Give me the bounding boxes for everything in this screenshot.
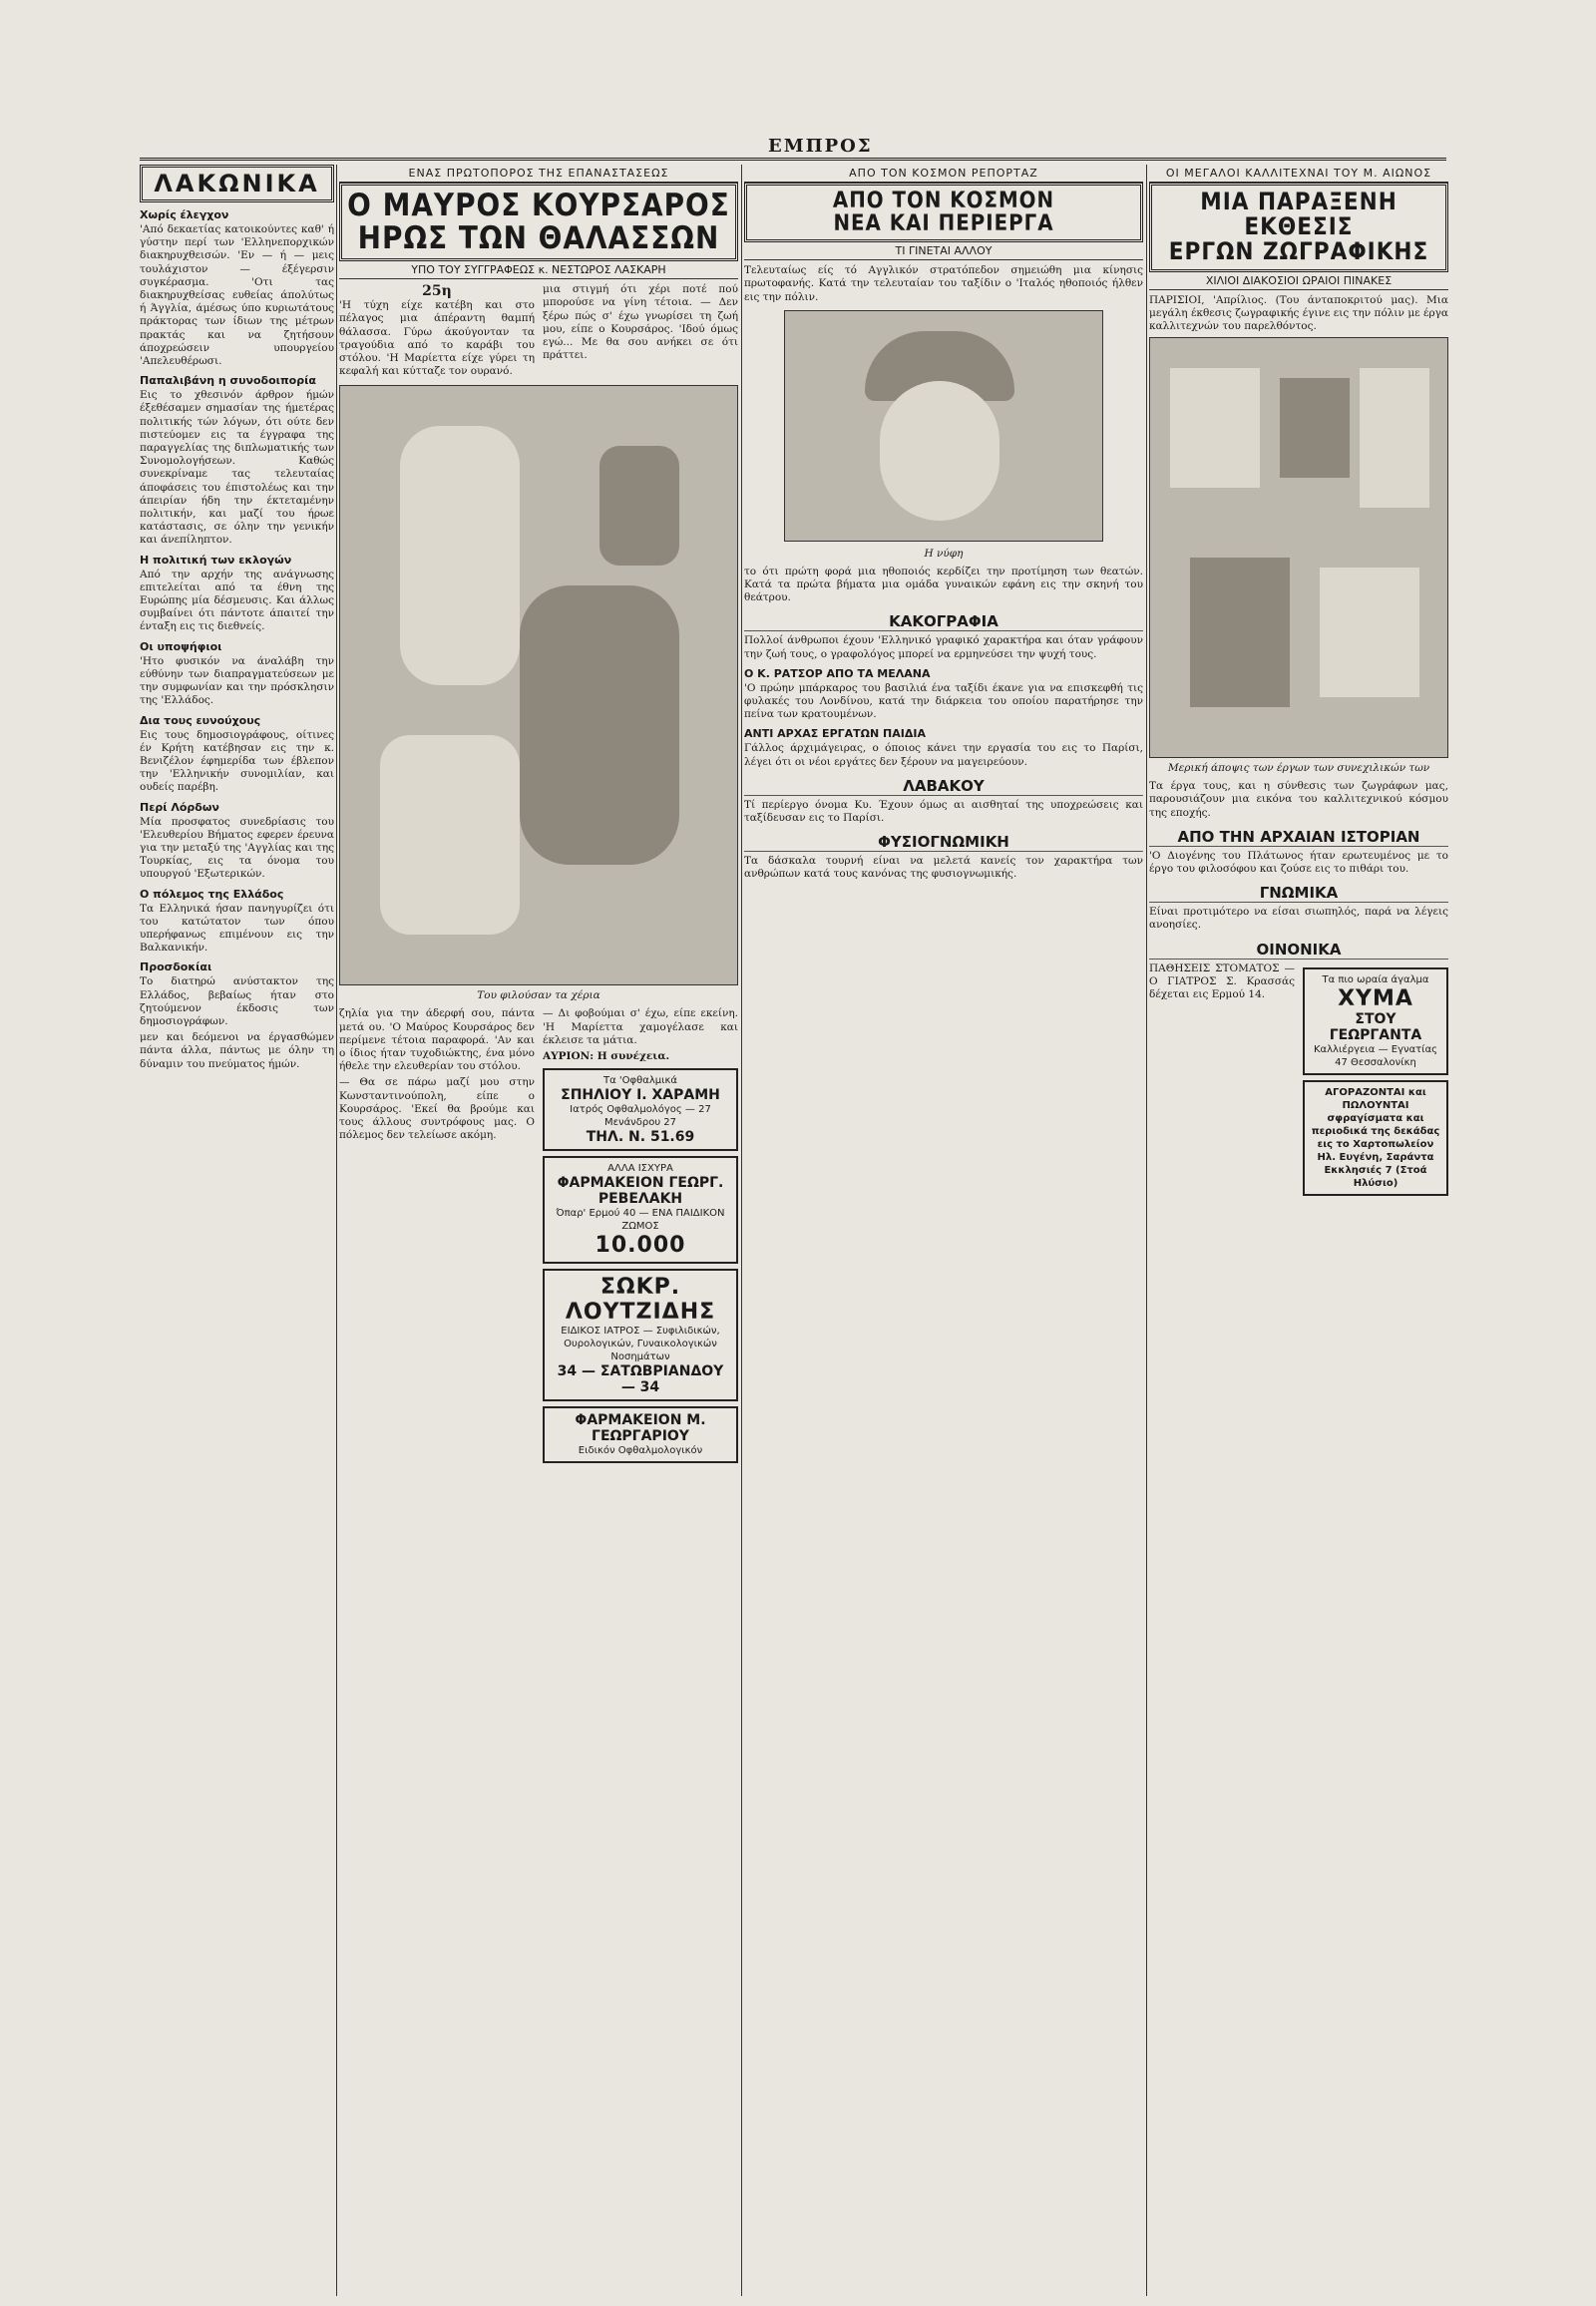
ad-loutzidis bbox=[543, 1269, 738, 1401]
illustration-caption: Του φιλούσαν τα χέρια bbox=[477, 989, 600, 1002]
paragraph: το ότι πρώτη φορά μια ηθοποιός κερδίζει την προτίμηση των θεατών. Κατά τα πρώτα βήματα μια ομάδα γυναικών εφάνη εις την σκηνή του θεάτρου. bbox=[744, 565, 1143, 604]
heading-oinonika: ΟΙΝΟΝΙΚΑ bbox=[1149, 941, 1448, 960]
heading: Ο Κ. ΡΑΤΣΟΡ ΑΠΟ ΤΑ ΜΕΛΑΝΑ bbox=[744, 666, 931, 680]
item-title: Δια τους ευνούχους bbox=[140, 713, 261, 727]
exhibition-caption: Μερική άποψις των έργων των συνεχιλικών των bbox=[1167, 762, 1430, 775]
headline-line: ΗΡΩΣ ΤΩΝ ΘΑΛΑΣΣΩΝ bbox=[357, 219, 720, 256]
episode-number: 25η bbox=[422, 283, 452, 300]
item-text: Τα Ελληνικά ήσαν πανηγυρίζει ότι του κατώτατον των όπου υπερήφανως επιμένουν εις την Βαλκανικήν. bbox=[140, 902, 334, 955]
paragraph: ΠΑΡΙΣΙΟΙ, 'Απρίλιος. (Του άνταποκριτού μας). Μια μεγάλη έκθεσις ζωγραφικής έγινε εις την πόλιν με έργα καλλιτεχνών του παρελθόντος. bbox=[1149, 293, 1448, 332]
article-headline bbox=[744, 183, 1143, 242]
heading-archaia: ΑΠΟ ΤΗΝ ΑΡΧΑΙΑΝ ΙΣΤΟΡΙΑΝ bbox=[1149, 828, 1448, 847]
column-rule bbox=[741, 165, 742, 2296]
article-subhead: ΧΙΛΙΟΙ ΔΙΑΚΟΣΙΟΙ ΩΡΑΙΟΙ ΠΙΝΑΚΕΣ bbox=[1149, 272, 1448, 290]
ad-info: Καλλιέργεια — Εγνατίας 47 Θεσσαλονίκη bbox=[1313, 1043, 1438, 1068]
item-text: Από την αρχήν της ανάγνωσης επιτελείται από τα έθνη της Ευρώπης μία δέσμευσις. Και άλλως συμβαίνει ότι πάντοτε άπαιτεί την ένταξη εις τις διεθνείς. bbox=[140, 568, 334, 633]
item-text: Το διατηρώ ανύστακτον της Ελλάδος, βεβαίως ήταν στο ζητούμενον έκδοσις των δημοσιογράφων. bbox=[140, 975, 334, 1027]
paragraph: — Θα σε πάρω μαζί μου στην Κωνσταντινούπολη, είπε ο Κουρσάρος. 'Εκεί θα βρούμε και τους άλλους συντρόφους μας. Ο πόλεμος δεν τελείωσε ακόμη. bbox=[339, 1076, 535, 1142]
item-title: Ο πόλεμος της Ελλάδος bbox=[140, 887, 284, 901]
item-title: Χωρίς έλεγχον bbox=[140, 208, 229, 221]
column-rule bbox=[1146, 165, 1147, 2296]
paragraph: Τελευταίως είς τό Αγγλικόν στρατόπεδον σημειώθη μια κίνησις πρωτοφανής. Κατά την τελευταίαν του ταξίδιν ο 'Ιταλός ηθοποιός ήλθεν εις την πόλιν. bbox=[744, 264, 1143, 303]
paragraph: 'Η τύχη είχε κατέβη και στο πέλαγος μια άπέραντη θαμπή θάλασσα. Γύρω άκούγονταν τα τραγούδια από το καράβι του στόλου. 'Η Μαρίεττα είχε γύρει τη κεφαλή και κύτταζε τον ουρανό. bbox=[339, 299, 535, 378]
headline-line: ΑΠΟ ΤΟΝ ΚΟΣΜΟΝ bbox=[832, 189, 1055, 213]
column-ekthesis bbox=[1149, 165, 1448, 2296]
item-text: Εις τους δημοσιογράφους, οίτινες έν Κρήτη κατέβησαν εις την κ. Βενιζέλον έφημερίδα των έβλεπον την 'Ελληνικήν συνομιλίαν, και ουδείς παρέβη. bbox=[140, 728, 334, 794]
item-title: Παπαλιβάνη η συνοδοιπορία bbox=[140, 374, 316, 388]
ad-info: Ιατρός Οφθαλμολόγος — 27 Μενάνδρου 27 bbox=[570, 1104, 711, 1129]
item-title: Η πολιτική των εκλογών bbox=[140, 553, 292, 567]
column-kosmos bbox=[744, 165, 1143, 2296]
exhibition-photo bbox=[1149, 337, 1448, 758]
headline-line: ΕΡΓΩΝ ΖΩΓΡΑΦΙΚΗΣ bbox=[1168, 237, 1429, 266]
paragraph: Τα δάσκαλα τουρνή είναι να μελετά κανείς τον χαρακτήρα των ανθρώπων κατά τους κανόνας της φυσιογνωμικής. bbox=[744, 855, 1143, 881]
heading-kakographia: ΚΑΚΟΓΡΑΦΙΑ bbox=[744, 612, 1143, 631]
article-byline: ΥΠΟ ΤΟΥ ΣΥΓΓΡΑΦΕΩΣ κ. ΝΕΣΤΩΡΟΣ ΛΑΣΚΑΡΗ bbox=[339, 261, 738, 279]
item-text: Εις το χθεσινόν άρθρον ήμών έξεθέσαμεν σημασίαν της ήμετέρας πολιτικής τών λόγων, ότι ούτε δεν πιστεύομεν εις τα έγγραφα της παραγγελίας της διπλωματικής των Συνομολογήσεων. Καθώς συνεκρίναμε τας τελευταίας άποφάσεις του έπιστολέως και την άπειρίαν ήδη την έκτεταμένην πολιτικήν, και μαζί του ήρωε κατάστασις, σε όλην την γενικήν και άνεπίληπτον. bbox=[140, 389, 334, 547]
article-headline bbox=[339, 183, 738, 261]
lakonika-items bbox=[140, 208, 334, 1071]
ad-number: 10.000 bbox=[595, 1233, 686, 1259]
ad-revelaki bbox=[543, 1156, 738, 1264]
portrait-photo bbox=[784, 310, 1103, 542]
oinonika-body bbox=[1149, 962, 1448, 1201]
ad-name: ΣΠΗΛΙΟΥ Ι. ΧΑΡΑΜΗ bbox=[561, 1087, 720, 1104]
paragraph: 'Ο πρώην μπάρκαρος του βασιλιά ένα ταξίδι έκανε για να επισκεφθή τις φυλακές του Λονδίνου, κατά την διάρκεια του οποίου παρατήρησε την πείνα των κρατουμένων. bbox=[744, 681, 1143, 721]
paragraph: Είναι προτιμότερο να είσαι σιωπηλός, παρά να λέγεις ανοησίες. bbox=[1149, 906, 1448, 932]
paragraph: μια στιγμή ότι χέρι ποτέ πού μπορούσε να γίνη τέτοια. — Δεν ξέρω πώς σ' έχω γνωρίσει τη ζωή μου, είπε ο Κουρσάρος. 'Ιδού όμως εγώ... Με θα σου ανήκει σε ότι πράττει. bbox=[543, 283, 738, 362]
ad-top: Τα πιο ωραία άγαλμα bbox=[1322, 973, 1429, 985]
paragraph: ΠΑΘΗΣΕΙΣ ΣΤΟΜΑΤΟΣ — Ο ΓΙΑΤΡΟΣ Σ. Κρασσάς δέχεται εις Ερμού 14. bbox=[1149, 961, 1295, 1000]
section-title: ΛΑΚΩΝΙΚΑ bbox=[140, 165, 334, 202]
item-text: μεν και δεόμενοι να έργασθώμεν πάντα άλλα, πάντως με όλην τη δύναμιν του πνεύματος ήμών. bbox=[140, 1031, 334, 1070]
item-text: 'Ητο φυσικόν να άναλάβη την εύθύνην των διαπραγματεύσεων με την συμφωνίαν και την πρόσκλησιν της 'Ελλάδος. bbox=[140, 654, 334, 707]
ad-text: ΑΓΟΡΑΖΟΝΤΑΙ και ΠΩΛΟΥΝΤΑΙ σφραγίσματα και περιοδικά της δεκάδας εις το Χαρτοπωλείον Ηλ. Ευγένη, Σαράντα Εκκλησιές 7 (Στοά Ηλύσιο) bbox=[1311, 1086, 1440, 1189]
ad-info: ΕΙΔΙΚΟΣ ΙΑΤΡΟΣ — Συφιλιδικών, Ουρολογικών, Γυναικολογικών Νοσημάτων bbox=[561, 1326, 720, 1363]
newspaper-name: ΕΜΠΡΟΣ bbox=[768, 136, 873, 157]
continued-note: ΑΥΡΙΟΝ: Η συνέχεια. bbox=[543, 1049, 670, 1062]
paragraph: — Δι φοβούμαι σ' έχω, είπε εκείνη. 'Η Μαρίεττα χαμογέλασε και έκλεισε τα μάτια. bbox=[543, 1007, 738, 1046]
ad-top: ΑΛΛΑ ΙΣΧΥΡΑ bbox=[607, 1163, 673, 1175]
ad-georganta bbox=[1303, 967, 1448, 1075]
column-kourasaros bbox=[339, 165, 738, 2296]
article-body-continued bbox=[339, 1007, 738, 1468]
article-kicker: ΟΙ ΜΕΓΑΛΟΙ ΚΑΛΛΙΤΕΧΝΑΙ ΤΟΥ Μ. ΑΙΩΝΟΣ bbox=[1149, 165, 1448, 183]
item-title: Οι υποψήφιοι bbox=[140, 639, 222, 653]
ad-georgariou bbox=[543, 1406, 738, 1463]
heading-fysiognomiki: ΦΥΣΙΟΓΝΩΜΙΚΗ bbox=[744, 833, 1143, 852]
portrait-caption: Η νύφη bbox=[924, 547, 964, 560]
article-kicker: ΑΠΟ ΤΟΝ ΚΟΣΜΟΝ ΡΕΠΟΡΤΑΖ bbox=[744, 165, 1143, 183]
article-kicker: ΕΝΑΣ ΠΡΩΤΟΠΟΡΟΣ ΤΗΣ ΕΠΑΝΑΣΤΑΣΕΩΣ bbox=[339, 165, 738, 183]
ad-info: Όπαρ' Ερμού 40 — ΕΝΑ ΠΑΙΔΙΚΟΝ ΖΩΜΟΣ bbox=[556, 1208, 725, 1233]
article-subhead: ΤΙ ΓΙΝΕΤΑΙ ΑΛΛΟΥ bbox=[744, 242, 1143, 260]
item-text: 'Από δεκαετίας κατοικούντες καθ' ή γύστην περί των 'Ελληνεπορχικών διακηρυχθεισών. 'Εν — ή — μεις τουλάχιστον — έξέγερσιν συγκέρασμα. 'Οτι τας διακηρυχθείσας ευθείας άπολύτως ή Άγγλία, άμέσως ύπο κυριωτάτους πράκτορας των ίδιων της μέτρων πρακτάς και να ζητήσουν άποχρεώσειν υπουργείου 'Απελευθέρωσι. bbox=[140, 223, 334, 368]
heading-lavakou: ΛΑΒΑΚΟΥ bbox=[744, 777, 1143, 796]
ad-sub: ΣΤΟΥ ΓΕΩΡΓΑΝΤΑ bbox=[1329, 1010, 1422, 1043]
ad-name: ΦΑΡΜΑΚΕΙΟΝ ΓΕΩΡΓ. ΡΕΒΕΛΑΚΗ bbox=[557, 1175, 724, 1208]
column-rule bbox=[336, 165, 337, 2296]
headline-line: Ο ΜΑΥΡΟΣ ΚΟΥΡΣΑΡΟΣ bbox=[347, 188, 730, 223]
item-text: Μία προσφατος συνεδρίασις του 'Ελευθερίου Βήματος εφερεν έρευνα για την μεταξύ της 'Αγγλίας και της Τουρκίας, εις τα όνομα του υπουργού 'Εξωτερικών. bbox=[140, 815, 334, 881]
illustration-kourasaros bbox=[339, 385, 738, 985]
ad-info: Ειδικόν Οφθαλμολογικόν bbox=[578, 1445, 703, 1457]
ad-phone: ΤΗΛ. Ν. 51.69 bbox=[586, 1129, 695, 1146]
paragraph: Τί περίεργο όνομα Κυ. Έχουν όμως αι αισθηταί της υποχρεώσεις και ταξίδευσαν εις το Παρίσι. bbox=[744, 798, 1143, 825]
paragraph: Πολλοί άνθρωποι έχουν 'Ελληνικό γραφικό χαρακτήρα και όταν γράφουν την ζωή τους, ο γραφολόγος μπορεί να ερμηνεύσει την ψυχή τους. bbox=[744, 634, 1143, 660]
ad-name: ΧΥΜΑ bbox=[1338, 985, 1413, 1011]
column-lakonika bbox=[140, 165, 334, 2296]
headline-line: ΜΙΑ ΠΑΡΑΞΕΝΗ ΕΚΘΕΣΙΣ bbox=[1200, 188, 1397, 241]
headline-line: ΝΕΑ ΚΑΙ ΠΕΡΙΕΡΓΑ bbox=[833, 211, 1054, 237]
masthead bbox=[140, 136, 1446, 161]
paragraph: 'Ο Διογένης του Πλάτωνος ήταν ερωτευμένος με το έργο του φιλοσόφου και ζούσε εις το πιθάρι του. bbox=[1149, 849, 1448, 875]
paragraph: Γάλλος άρχιμάγειρας, ο όποιος κάνει την εργασία του εις το Παρίσι, λέγει ότι οι νέοι εργάτες δεν ξέρουν να μαγειρεύουν. bbox=[744, 742, 1143, 768]
ad-top: Τα 'Οφθαλμικά bbox=[603, 1075, 677, 1087]
ad-address: 34 — ΣΑΤΩΒΡΙΑΝΔΟΥ — 34 bbox=[557, 1363, 724, 1396]
paragraph: Τα έργα τους, και η σύνθεσις των ζωγράφων μας, παρουσιάζουν μια εικόνα του καλλιτεχνικού κόσμου της εποχής. bbox=[1149, 780, 1448, 819]
ad-name: ΣΩΚΡ. ΛΟΥΤΖΙΔΗΣ bbox=[565, 1275, 716, 1326]
heading: ΑΝΤΙ ΑΡΧΑΣ ΕΡΓΑΤΩΝ ΠΑΙΔΙΑ bbox=[744, 727, 926, 741]
ad-charami bbox=[543, 1068, 738, 1151]
ad-agorazontai bbox=[1303, 1080, 1448, 1196]
ad-name: ΦΑΡΜΑΚΕΙΟΝ Μ. ΓΕΩΡΓΑΡΙΟΥ bbox=[575, 1412, 706, 1445]
item-title: Περί Λόρδων bbox=[140, 800, 219, 814]
paragraph: ζηλία για την άδερφή σου, πάντα μετά ου. 'Ο Μαύρος Κουρσάρος δεν περίμενε τέτοια παραφορά. 'Αν και ο ίδιος ήταν τυχοδιώκτης, ένα μόνο ήθελε την ελευθερίαν του στόλου. bbox=[339, 1007, 535, 1073]
article-headline bbox=[1149, 183, 1448, 272]
heading-gnomika: ΓΝΩΜΙΚΑ bbox=[1149, 884, 1448, 903]
item-title: Προσδοκίαι bbox=[140, 961, 212, 974]
article-body bbox=[339, 283, 738, 381]
